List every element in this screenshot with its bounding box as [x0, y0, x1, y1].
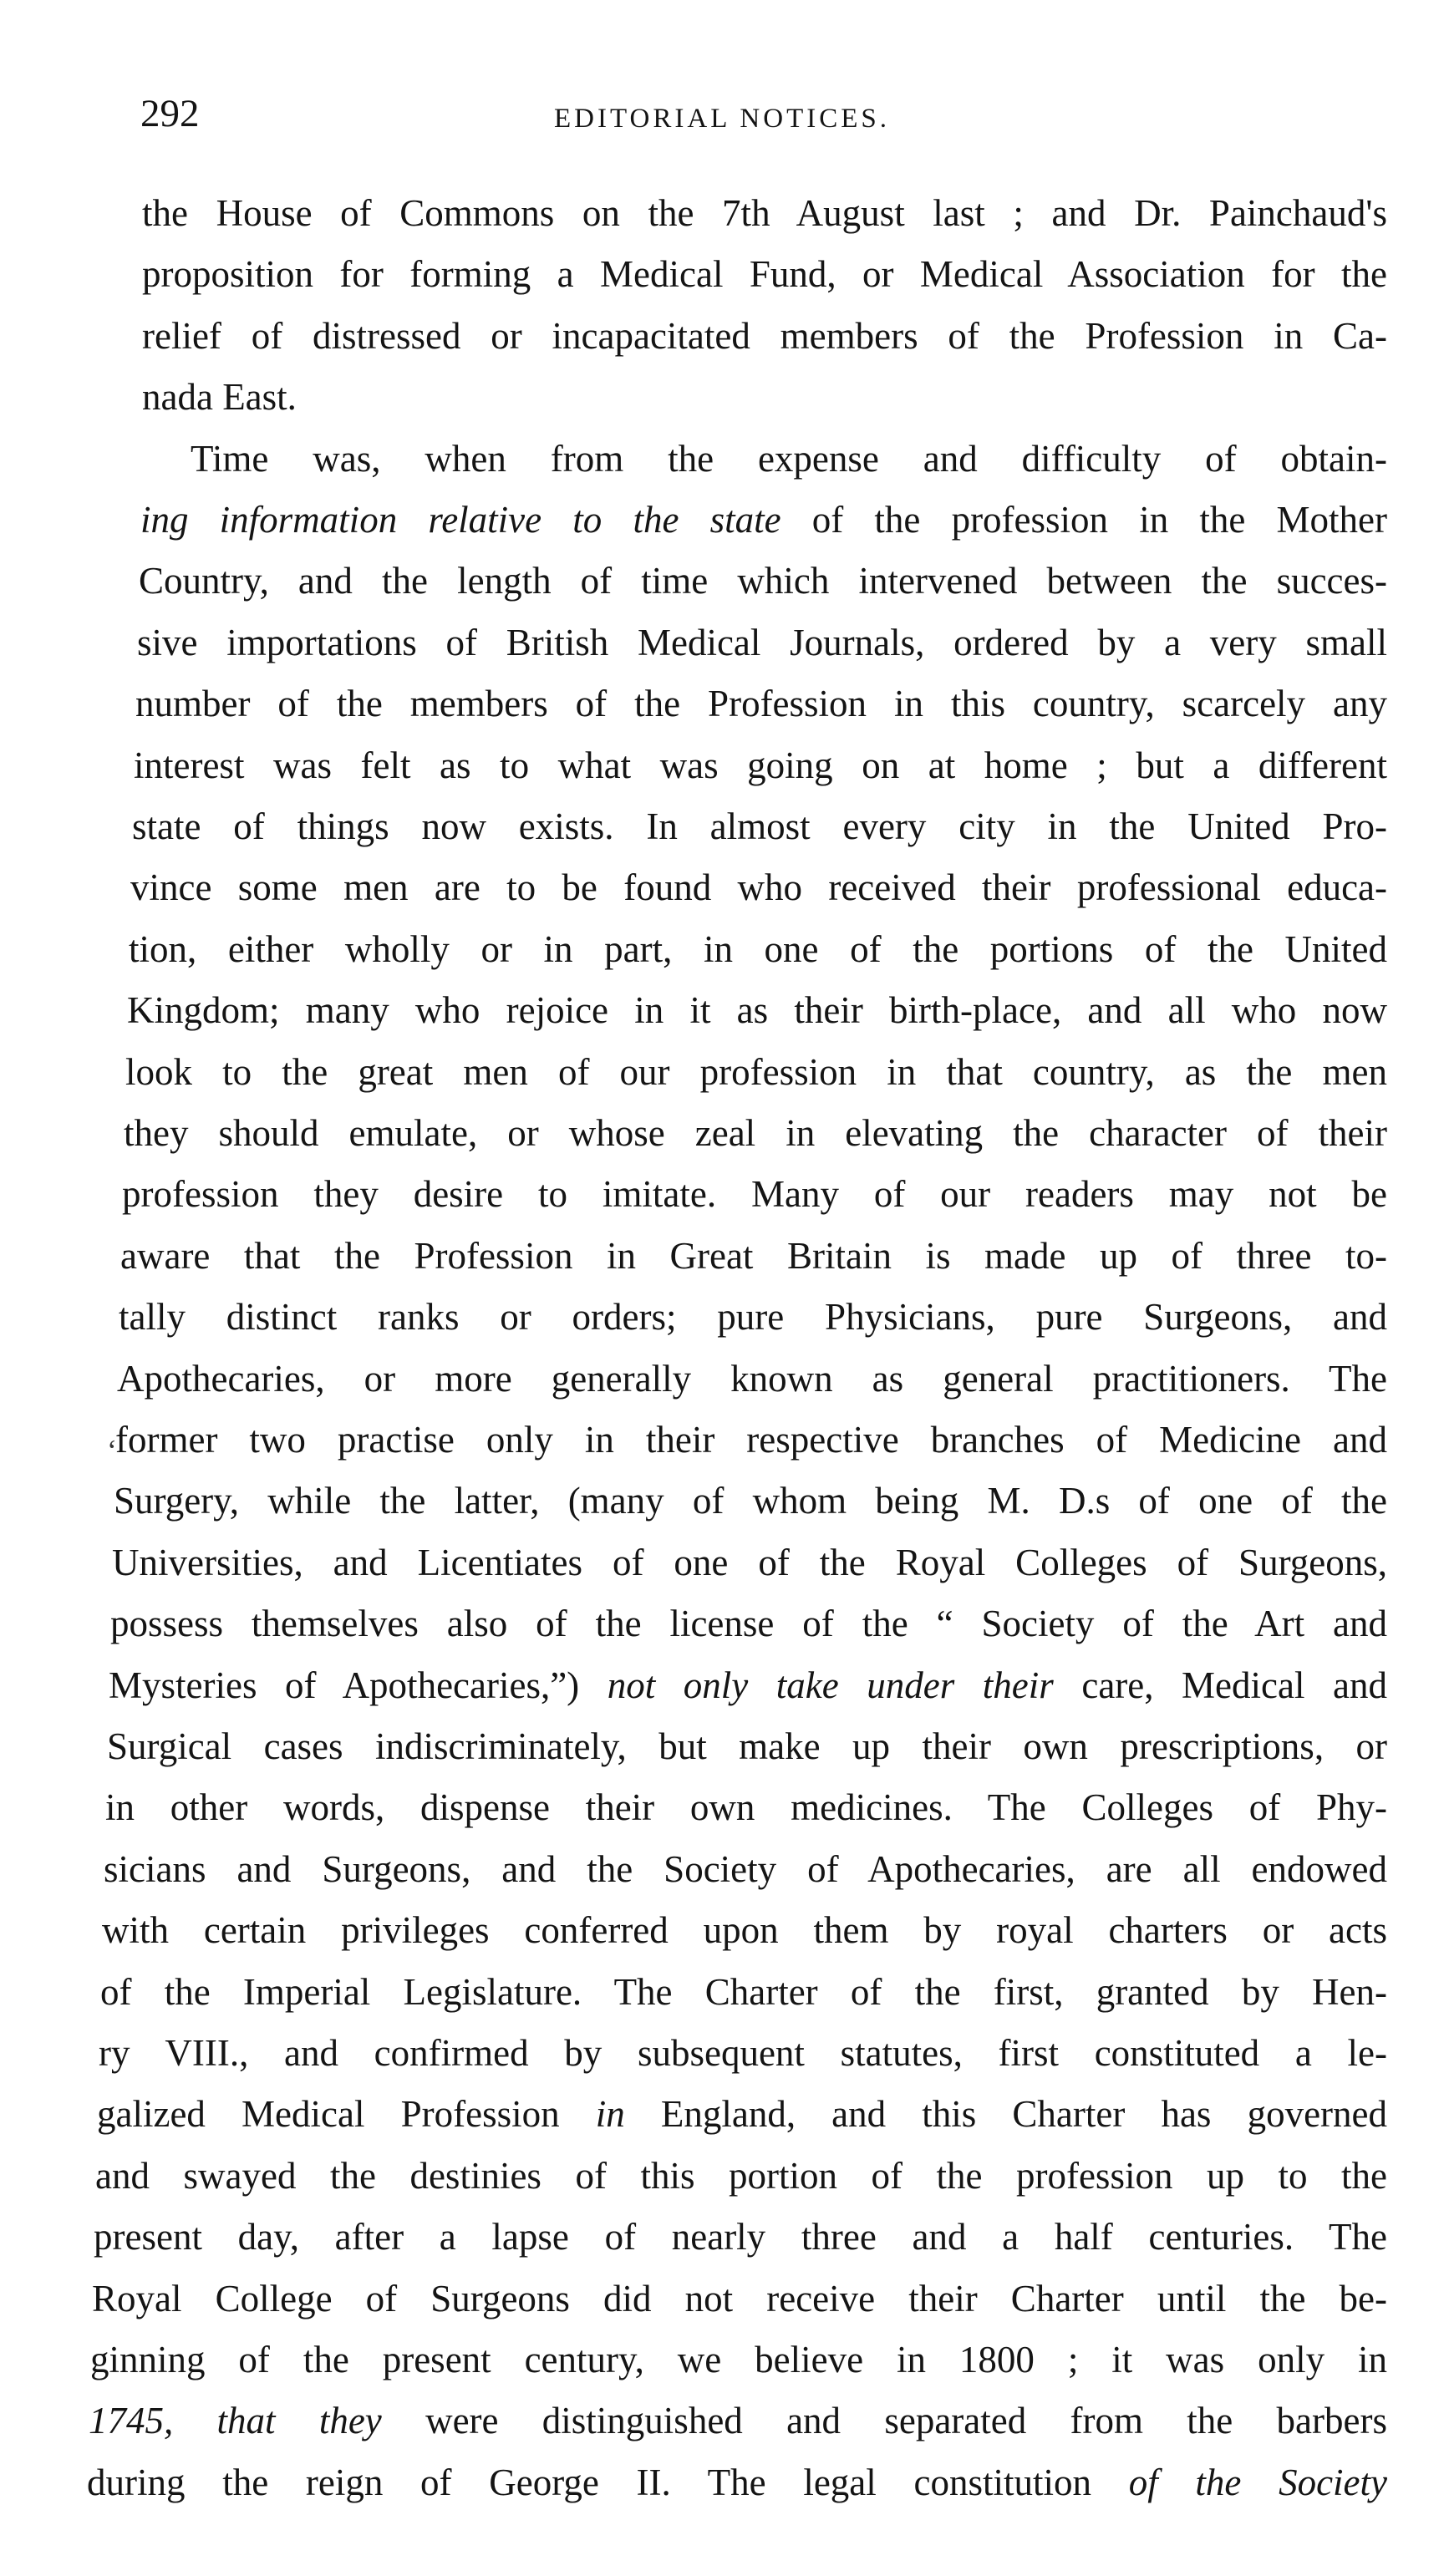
text-line: Time was, when from the expense and difficulty of obtain-	[191, 437, 1387, 480]
text-line: with certain privileges conferred upon them by royal charters or acts	[102, 1909, 1387, 1952]
text-line: profession they desire to imitate. Many of our readers may not be	[122, 1173, 1387, 1216]
text-line: Country, and the length of time which intervened between the succes-	[139, 560, 1387, 602]
text-line: interest was felt as to what was going on at home ; but a different	[134, 744, 1387, 786]
text-line: tion, either wholly or in part, in one of the portions of the United	[129, 927, 1387, 970]
text-line: Apothecaries, or more generally known as general practitioners. The	[117, 1357, 1387, 1400]
text-line: during the reign of George II. The legal constitution of the Society	[87, 2461, 1387, 2503]
running-head: EDITORIAL NOTICES.	[554, 104, 890, 134]
text-line: the House of Commons on the 7th August last ; and Dr. Painchaud's	[142, 192, 1387, 234]
text-line: in other words, dispense their own medicines. The Colleges of Phy-	[105, 1786, 1387, 1829]
text-line: Kingdom; many who rejoice in it as their birth-place, and all who now	[127, 989, 1387, 1032]
text-line: vince some men are to be found who received their professional educa-	[130, 866, 1387, 909]
text-line: ginning of the present century, we believe in 1800 ; it was only in	[90, 2339, 1387, 2380]
text-line: present day, after a lapse of nearly three and a half centuries. The	[94, 2216, 1387, 2258]
text-line: aware that the Profession in Great Britain is made up of three to-	[120, 1234, 1387, 1277]
text-line: Mysteries of Apothecaries,”) not only take under their care, Medical and	[109, 1664, 1387, 1706]
text-line: Universities, and Licentiates of one of the Royal Colleges of Surgeons,	[112, 1541, 1387, 1583]
text-line: of the Imperial Legislature. The Charter of the first, granted by Hen-	[100, 1970, 1387, 2013]
text-line: tally distinct ranks or orders; pure Physicians, pure Surgeons, and	[119, 1296, 1387, 1339]
text-line: state of things now exists. In almost every city in the United Pro-	[132, 805, 1387, 847]
text-line: ing information relative to the state of the profession in the Mother	[140, 499, 1387, 541]
text-line: sive importations of British Medical Journals, ordered by a very small	[137, 621, 1387, 663]
text-line: sicians and Surgeons, and the Society of Apothecaries, are all endowed	[104, 1847, 1387, 1890]
text-line: number of the members of the Profession in this country, scarcely any	[135, 683, 1387, 725]
page-header	[0, 84, 1444, 144]
text-line: Surgical cases indiscriminately, but make up their own prescriptions, or	[107, 1725, 1387, 1767]
text-line: nada East.	[142, 376, 297, 419]
text-line: 1745, that they were distinguished and separated from the barbers	[89, 2400, 1387, 2442]
text-line: and swayed the destinies of this portion of the profession up to the	[95, 2154, 1387, 2197]
text-line: galized Medical Profession in England, and this Charter has governed	[97, 2093, 1387, 2136]
text-line: Royal College of Surgeons did not receive their Charter until the be-	[92, 2277, 1387, 2319]
text-line: look to the great men of our profession in that country, as the men	[125, 1050, 1387, 1093]
margin-tick-mark: ‘	[107, 1434, 117, 1467]
text-line: relief of distressed or incapacitated members of the Profession in Ca-	[142, 314, 1387, 357]
text-line: they should emulate, or whose zeal in elevating the character of their	[124, 1112, 1387, 1154]
text-line: former two practise only in their respective branches of Medicine and	[115, 1419, 1387, 1461]
text-line: ry VIII., and confirmed by subsequent statutes, first constituted a le-	[99, 2032, 1387, 2074]
page-number: 292	[140, 92, 200, 135]
text-line: Surgery, while the latter, (many of whom being M. D.s of one of the	[114, 1480, 1387, 1522]
text-line: possess themselves also of the license of the “ Society of the Art and	[110, 1603, 1387, 1645]
text-line: proposition for forming a Medical Fund, or Medical Association for the	[142, 253, 1387, 296]
